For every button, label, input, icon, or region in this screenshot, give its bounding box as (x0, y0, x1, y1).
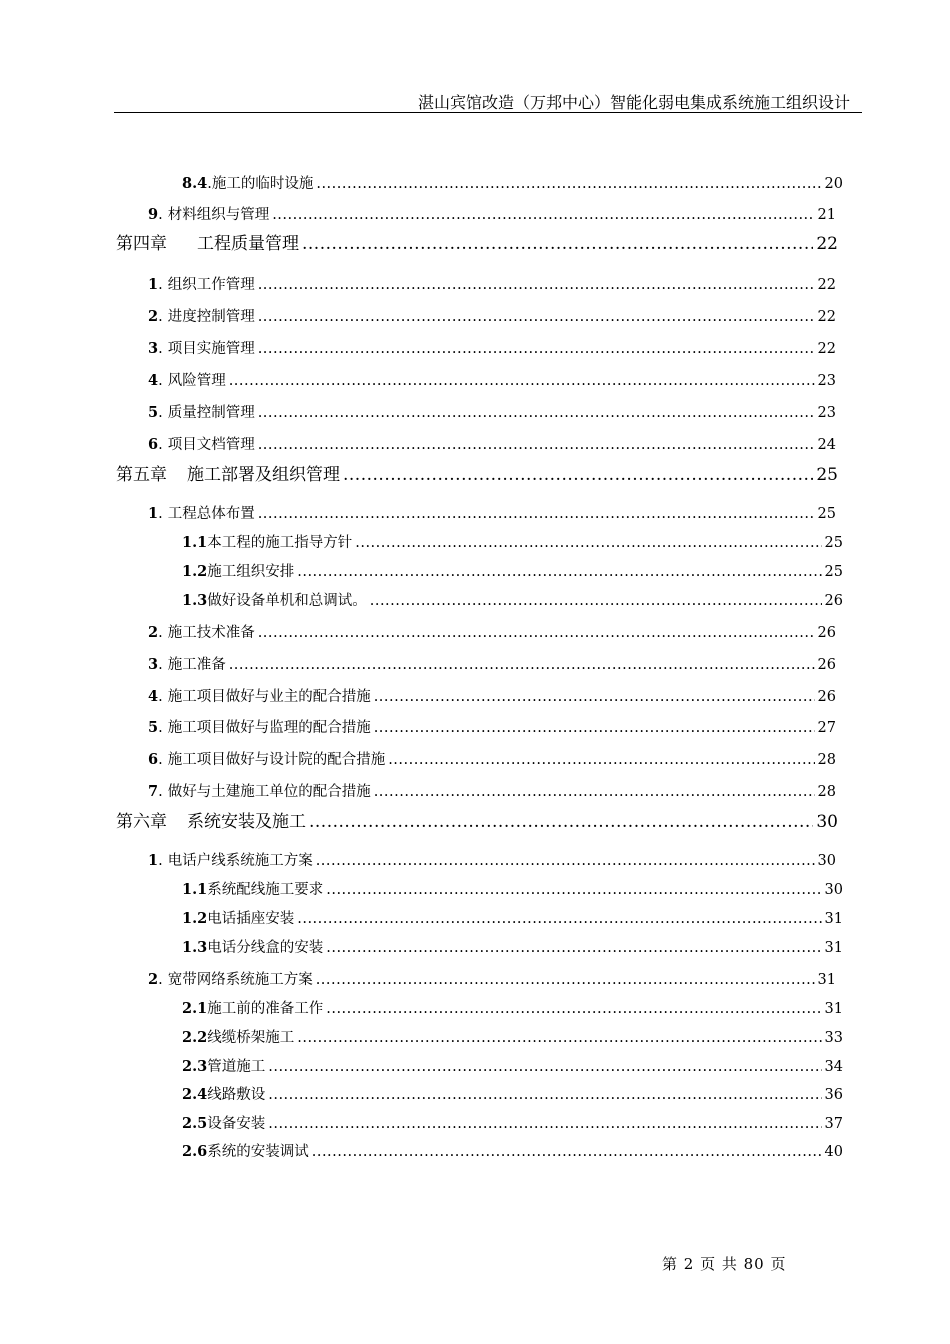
toc-entry-page-number: 27 (817, 720, 836, 736)
toc-entry-page-number: 31 (824, 911, 843, 927)
toc-entry-page-number: 26 (824, 593, 843, 609)
toc-entry-title: 施工组织安排 (207, 564, 295, 580)
toc-entry[interactable] (182, 907, 843, 928)
toc-entry-page-number: 36 (824, 1087, 843, 1103)
toc-entry[interactable] (148, 369, 836, 390)
toc-entry[interactable] (182, 1140, 843, 1161)
toc-entry-number: 1 (148, 852, 159, 869)
toc-dot-leader (258, 506, 815, 522)
toc-dot-leader (272, 207, 814, 223)
toc-entry-number: 1.1 (182, 881, 208, 898)
toc-entry-title: 电话分线盒的安装 (207, 940, 324, 956)
toc-entry-page-number: 26 (817, 689, 836, 705)
toc-entry-number: 2.2 (182, 1029, 208, 1046)
toc-entry-number: 第六章 (116, 812, 167, 832)
toc-entry-page-number: 26 (817, 625, 836, 641)
toc-entry[interactable] (182, 1055, 843, 1076)
toc-entry-page-number: 31 (824, 1001, 843, 1017)
toc-entry-title: 管道施工 (207, 1059, 266, 1075)
toc-entry-page-number: 37 (824, 1116, 843, 1132)
toc-entry-title: 系统安装及施工 (187, 812, 306, 832)
toc-entry-separator: . (207, 176, 212, 192)
toc-dot-leader (258, 341, 815, 357)
toc-entry-number: 2.5 (182, 1115, 208, 1132)
toc-entry-title: 电话插座安装 (207, 911, 295, 927)
toc-entry-number: 2.6 (182, 1143, 208, 1160)
toc-entry-page-number: 31 (817, 972, 836, 988)
toc-entry-number: 5 (148, 719, 159, 736)
toc-entry-page-number: 30 (817, 853, 836, 869)
toc-entry-page-number: 25 (817, 506, 836, 522)
toc-entry-title: 工程质量管理 (197, 234, 299, 254)
toc-dot-leader (268, 1087, 821, 1103)
toc-entry-separator: . (158, 972, 163, 988)
toc-entry-title: 线缆桥架施工 (207, 1030, 295, 1046)
toc-entry[interactable] (148, 621, 836, 642)
toc-entry-title: 材料组织与管理 (167, 207, 270, 223)
toc-entry[interactable] (182, 531, 843, 552)
toc-entry-number: 第四章 (116, 234, 167, 254)
toc-entry-title: 设备安装 (207, 1116, 266, 1132)
toc-entry[interactable] (148, 502, 836, 523)
toc-entry[interactable] (148, 653, 836, 674)
toc-entry[interactable] (182, 1083, 843, 1104)
toc-dot-leader (374, 784, 815, 800)
toc-dot-leader (268, 1116, 821, 1132)
toc-entry[interactable] (182, 997, 843, 1018)
toc-dot-leader (374, 720, 815, 736)
toc-entry-separator: . (158, 625, 163, 641)
toc-chapter-entry[interactable] (116, 460, 838, 485)
toc-entry-separator: . (158, 309, 163, 325)
toc-entry-separator: . (158, 373, 163, 389)
toc-entry-title: 施工前的准备工作 (207, 1001, 324, 1017)
toc-entry-separator: . (158, 207, 163, 223)
toc-entry-number: 4 (148, 372, 159, 389)
toc-entry-page-number: 21 (817, 207, 836, 223)
toc-entry-number: 1.2 (182, 563, 208, 580)
toc-dot-leader (316, 972, 815, 988)
toc-dot-leader (258, 625, 815, 641)
toc-entry-title: 风险管理 (167, 373, 226, 389)
toc-dot-leader (312, 1144, 822, 1160)
toc-entry-separator: . (158, 720, 163, 736)
toc-entry-number: 2.1 (182, 1000, 208, 1017)
toc-entry-page-number: 20 (824, 176, 843, 192)
toc-dot-leader (388, 752, 814, 768)
toc-entry-number: 1.3 (182, 939, 208, 956)
toc-dot-leader (326, 1001, 821, 1017)
toc-dot-leader (258, 309, 815, 325)
toc-entry-page-number: 25 (824, 535, 843, 551)
toc-entry-title: 做好与土建施工单位的配合措施 (167, 784, 371, 800)
toc-entry-page-number: 40 (824, 1144, 843, 1160)
toc-entry-page-number: 22 (817, 309, 836, 325)
toc-entry[interactable] (182, 936, 843, 957)
toc-dot-leader (374, 689, 815, 705)
toc-entry-number: 1 (148, 505, 159, 522)
toc-entry-title: 施工技术准备 (167, 625, 255, 641)
toc-entry-separator: . (158, 657, 163, 673)
toc-entry[interactable] (182, 560, 843, 581)
toc-entry-number: 3 (148, 656, 159, 673)
toc-entry[interactable] (148, 716, 836, 737)
toc-entry-separator: . (158, 784, 163, 800)
toc-dot-leader (258, 405, 815, 421)
toc-entry-page-number: 34 (824, 1059, 843, 1075)
toc-dot-leader (229, 657, 815, 673)
toc-entry-title: 本工程的施工指导方针 (207, 535, 353, 551)
toc-entry[interactable] (148, 849, 836, 870)
page-footer: 第 2 页 共 80 页 (662, 1255, 787, 1273)
toc-entry-number: 3 (148, 340, 159, 357)
toc-entry[interactable] (182, 172, 843, 193)
document-header-title: 湛山宾馆改造（万邦中心）智能化弱电集成系统施工组织设计 (417, 93, 850, 112)
toc-entry-number: 7 (148, 783, 159, 800)
toc-dot-leader (316, 176, 821, 192)
toc-entry-page-number: 28 (817, 752, 836, 768)
toc-entry-number: 9 (148, 206, 159, 223)
toc-entry-title: 施工准备 (167, 657, 226, 673)
toc-entry-number: 2 (148, 308, 159, 325)
toc-dot-leader (302, 234, 813, 253)
toc-entry-title: 施工项目做好与设计院的配合措施 (167, 752, 386, 768)
toc-dot-leader (316, 853, 815, 869)
toc-entry[interactable] (148, 748, 836, 769)
toc-entry-page-number: 25 (824, 564, 843, 580)
toc-dot-leader (297, 564, 821, 580)
toc-entry-separator: . (158, 437, 163, 453)
toc-dot-leader (268, 1059, 821, 1075)
toc-entry-title: 组织工作管理 (167, 277, 255, 293)
toc-entry-separator: . (158, 277, 163, 293)
toc-entry-number: 2 (148, 971, 159, 988)
toc-entry-page-number: 23 (817, 373, 836, 389)
toc-entry-number: 1.1 (182, 534, 208, 551)
toc-dot-leader (229, 373, 815, 389)
header-divider (114, 112, 862, 113)
toc-entry-page-number: 23 (817, 405, 836, 421)
toc-entry-title: 质量控制管理 (167, 405, 255, 421)
toc-entry-number: 第五章 (116, 465, 167, 485)
toc-dot-leader (258, 277, 815, 293)
toc-chapter-entry[interactable] (116, 229, 838, 254)
toc-entry[interactable] (148, 780, 836, 801)
toc-entry-separator: . (158, 506, 163, 522)
toc-dot-leader (326, 940, 821, 956)
toc-dot-leader (297, 1030, 821, 1046)
toc-dot-leader (258, 437, 815, 453)
toc-entry[interactable] (182, 1112, 843, 1133)
toc-entry-page-number: 22 (817, 277, 836, 293)
toc-entry-number: 2 (148, 624, 159, 641)
toc-entry[interactable] (148, 273, 836, 294)
toc-entry-title: 施工项目做好与监理的配合措施 (167, 720, 371, 736)
toc-entry-page-number: 25 (816, 465, 838, 485)
toc-entry-title: 工程总体布置 (167, 506, 255, 522)
toc-entry-page-number: 28 (817, 784, 836, 800)
toc-dot-leader (309, 812, 813, 831)
toc-entry[interactable] (182, 878, 843, 899)
toc-entry-title: 宽带网络系统施工方案 (167, 972, 313, 988)
toc-entry-page-number: 26 (817, 657, 836, 673)
toc-dot-leader (343, 465, 813, 484)
toc-entry[interactable] (148, 203, 836, 224)
toc-entry-page-number: 31 (824, 940, 843, 956)
toc-entry[interactable] (148, 433, 836, 454)
toc-entry-number: 4 (148, 688, 159, 705)
toc-entry-number: 2.4 (182, 1086, 208, 1103)
toc-entry[interactable] (148, 968, 836, 989)
toc-entry[interactable] (182, 1026, 843, 1047)
toc-entry[interactable] (182, 589, 843, 610)
toc-dot-leader (355, 535, 821, 551)
toc-dot-leader (370, 593, 822, 609)
toc-entry-page-number: 22 (817, 341, 836, 357)
toc-entry-separator: . (158, 405, 163, 421)
toc-entry-number: 1.3 (182, 592, 208, 609)
toc-entry-title: 项目文档管理 (167, 437, 255, 453)
toc-entry[interactable] (148, 685, 836, 706)
toc-entry[interactable] (148, 401, 836, 422)
toc-entry[interactable] (148, 305, 836, 326)
toc-entry-title: 系统的安装调试 (207, 1144, 309, 1160)
toc-entry-page-number: 24 (817, 437, 836, 453)
toc-entry-page-number: 33 (824, 1030, 843, 1046)
toc-entry-separator: . (158, 341, 163, 357)
toc-dot-leader (297, 911, 821, 927)
toc-chapter-entry[interactable] (116, 807, 838, 832)
toc-dot-leader (326, 882, 821, 898)
toc-entry-separator: . (158, 853, 163, 869)
toc-entry-separator: . (158, 689, 163, 705)
toc-entry-number: 1 (148, 276, 159, 293)
toc-entry-number: 8.4 (182, 175, 208, 192)
toc-entry[interactable] (148, 337, 836, 358)
toc-entry-number: 5 (148, 404, 159, 421)
toc-entry-title: 线路敷设 (207, 1087, 266, 1103)
toc-entry-title: 做好设备单机和总调试。 (207, 593, 367, 609)
toc-entry-title: 施工项目做好与业主的配合措施 (167, 689, 371, 705)
toc-entry-title: 进度控制管理 (167, 309, 255, 325)
toc-entry-title: 电话户线系统施工方案 (167, 853, 313, 869)
toc-entry-page-number: 30 (824, 882, 843, 898)
toc-entry-page-number: 30 (816, 812, 838, 832)
toc-entry-title: 施工的临时设施 (211, 176, 314, 192)
toc-entry-number: 6 (148, 436, 159, 453)
toc-entry-separator: . (158, 752, 163, 768)
toc-entry-title: 项目实施管理 (167, 341, 255, 357)
toc-entry-number: 2.3 (182, 1058, 208, 1075)
toc-entry-number: 1.2 (182, 910, 208, 927)
toc-entry-page-number: 22 (816, 234, 838, 254)
toc-entry-title: 系统配线施工要求 (207, 882, 324, 898)
toc-entry-number: 6 (148, 751, 159, 768)
toc-entry-title: 施工部署及组织管理 (187, 465, 340, 485)
